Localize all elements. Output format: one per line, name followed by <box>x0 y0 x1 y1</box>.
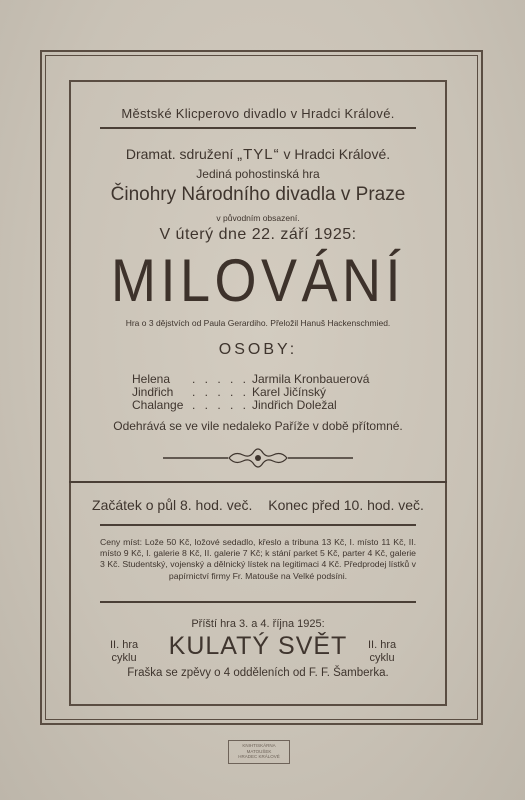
divider-mid <box>69 481 447 483</box>
cycle-right-line1: II. hra <box>368 639 397 651</box>
start-time: Začátek o půl 8. hod. več. <box>92 497 253 513</box>
stamp-line: KNIHTISKÁRNA <box>242 743 276 748</box>
times-line <box>69 497 447 513</box>
divider-prices-bottom <box>100 601 416 603</box>
cycle-right-line2: cyklu <box>369 652 395 664</box>
cycle-label-right <box>368 639 396 665</box>
cast-dots: . . . . . <box>192 398 250 412</box>
cast-role: Jindřich <box>132 385 174 399</box>
play-title: MILOVÁNÍ <box>110 247 406 314</box>
guest-performance: Jediná pohostinská hra <box>196 167 320 181</box>
play-subtitle: Hra o 3 dějstvích od Paula Gerardiho. Přeložil Hanuš Hackenschmied. <box>125 318 391 328</box>
cast-dots: . . . . . <box>192 385 250 399</box>
end-time: Konec před 10. hod. več. <box>268 497 424 513</box>
stamp-line: MATOUŠEK <box>246 748 272 754</box>
cycle-left-line1: II. hra <box>110 639 139 651</box>
cast-row <box>132 398 337 412</box>
theatre-name: Městské Klicperovo divadlo v Hradci Králové. <box>121 106 395 121</box>
association-name: „TYL“ <box>237 146 280 163</box>
next-play-title: KULATÝ SVĚT <box>168 632 348 660</box>
stamp-line: HRADEC KRÁLOVÉ <box>238 754 280 759</box>
setting-line: Odehrává se ve vile nedaleko Paříže v době přítomné. <box>113 419 403 433</box>
printer-stamp <box>228 740 290 764</box>
next-play-description: Fraška se zpěvy o 4 odděleních od F. F. Šamberka. <box>127 667 389 679</box>
divider-prices-top <box>100 524 416 526</box>
ticket-prices: Ceny míst: Lože 50 Kč, ložové sedadlo, křeslo a tribuna 13 Kč, I. místo 11 Kč, II. místo 9 Kč, I. galerie 8 Kč, II. galerie 7 Kč; k stání parket 5 Kč, parter 4 Kč, galerie 3 Kč. Studentský, vojenský a dělnický lístek na legitimaci 4 Kč. Předprodej lístků v papírnictví firmy Fr. Matouše na Velké podsíni. <box>100 537 416 581</box>
ornament-divider <box>163 443 353 473</box>
cycle-left-line2: cyklu <box>111 652 137 664</box>
divider-top <box>100 127 416 129</box>
cast-dots: . . . . . <box>192 372 250 386</box>
association-suffix: v Hradci Králové. <box>283 146 391 162</box>
cast-actor: Jarmila Kronbauerová <box>252 372 370 386</box>
association-line <box>69 146 447 163</box>
cast-row <box>132 385 326 399</box>
cast-row <box>132 372 369 386</box>
cast-actor: Jindřich Doležal <box>252 398 337 412</box>
cast-role: Chalange <box>132 398 184 412</box>
cast-actor: Karel Jičínský <box>252 385 327 399</box>
performance-date: V úterý dne 22. září 1925: <box>159 226 357 243</box>
next-performance-label: Příští hra 3. a 4. října 1925: <box>191 618 325 630</box>
cast-role: Helena <box>132 372 171 386</box>
association-prefix: Dramat. sdružení <box>125 146 234 162</box>
persons-heading: OSOBY: <box>218 341 298 358</box>
company-name: Činohry Národního divadla v Praze <box>110 184 406 205</box>
cast-note: v původním obsazení. <box>216 213 300 223</box>
